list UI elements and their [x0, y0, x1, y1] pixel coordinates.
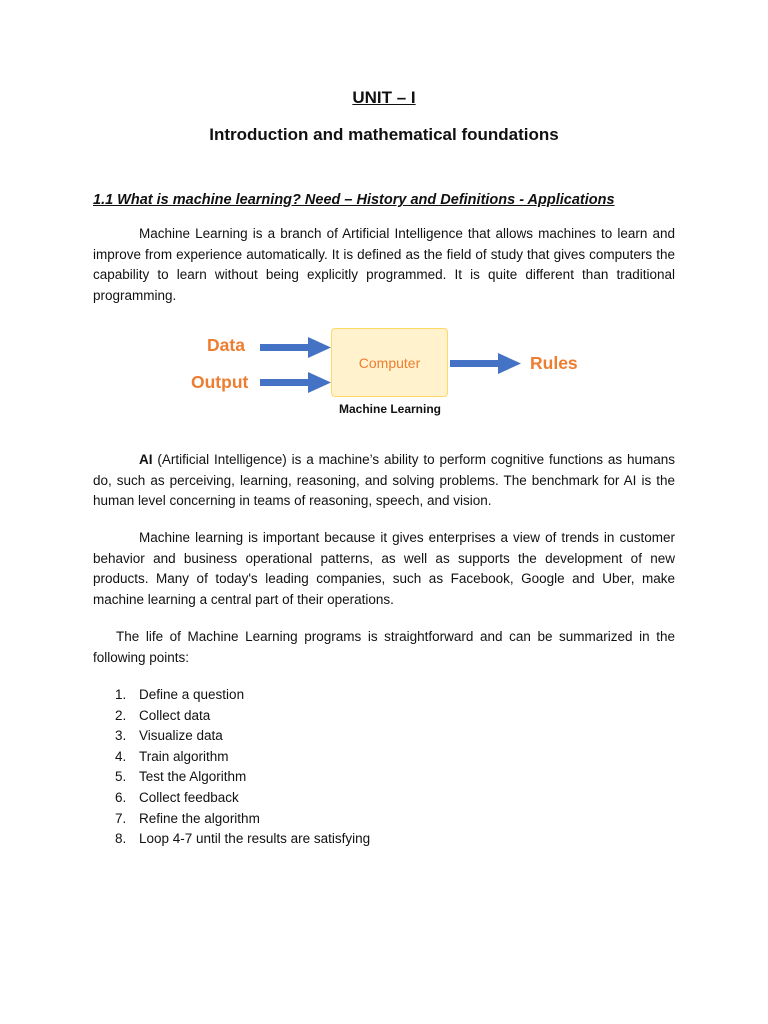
unit-heading: UNIT – I	[352, 88, 416, 107]
ai-description: (Artificial Intelligence) is a machine’s ability to perform cognitive functions as humans do, such as perceiving, learning, reasoning, and solving problems. The benchmark for AI is the human level concerning in teams of reasoning, speech, and vision.	[93, 452, 675, 509]
list-item-number: 4.	[115, 748, 127, 764]
list-item-text: Collect data	[139, 707, 211, 723]
paragraph-lifecycle-intro: The life of Machine Learning programs is straightforward and can be summarized in the following points:	[93, 629, 675, 665]
list-item-number: 7.	[115, 810, 127, 826]
diagram-label-data: Data	[207, 335, 245, 355]
diagram-label-output: Output	[191, 372, 249, 392]
list-item-number: 5.	[115, 769, 127, 785]
list-item	[115, 809, 370, 830]
list-item	[115, 726, 370, 747]
list-item-text: Visualize data	[139, 728, 223, 744]
list-item-number: 1.	[115, 687, 127, 702]
paragraph-ai	[93, 450, 675, 512]
chapter-title: Introduction and mathematical foundations	[209, 125, 559, 144]
lifecycle-steps-list	[115, 685, 370, 850]
list-item-text: Collect feedback	[139, 789, 239, 805]
list-item	[115, 788, 370, 809]
paragraph-ml-definition: Machine Learning is a branch of Artificial Intelligence that allows machines to learn and improve from experience automatically. It is defined as the field of study that gives computers the capability to learn without being explicitly programmed. It is quite different than traditional programming.	[93, 226, 675, 303]
section-heading: 1.1 What is machine learning? Need – History and Definitions - Applications	[93, 192, 615, 208]
list-item	[115, 829, 370, 850]
list-item-text: Loop 4-7 until the results are satisfying	[139, 831, 371, 847]
diagram-label-rules: Rules	[530, 353, 578, 373]
diagram-box-label: Computer	[358, 354, 421, 371]
list-item-number: 2.	[115, 707, 127, 723]
list-item-text: Refine the algorithm	[139, 810, 260, 826]
list-item-number: 8.	[115, 831, 127, 847]
paragraph-importance: Machine learning is important because it gives enterprises a view of trends in customer behavior and business operational patterns, as well as supports the development of new products. Many of today's leading companies, such as Facebook, Google and Uber, make machine learning a central part of their operations.	[93, 530, 675, 607]
ai-term: AI	[139, 452, 153, 467]
ml-diagram	[0, 318, 768, 428]
arrow-output	[260, 372, 331, 393]
diagram-caption: Machine Learning	[338, 402, 442, 416]
diagram-computer-box	[331, 328, 448, 397]
list-item-number: 6.	[115, 789, 127, 805]
list-item-number: 3.	[115, 728, 127, 744]
arrow-rules	[450, 353, 521, 374]
list-item-text: Define a question	[139, 687, 245, 702]
list-item	[115, 706, 370, 727]
list-item	[115, 685, 370, 706]
list-item	[115, 747, 370, 768]
list-item-text: Test the Algorithm	[139, 769, 247, 785]
arrow-data	[260, 337, 331, 358]
list-item-text: Train algorithm	[139, 748, 229, 764]
list-item	[115, 767, 370, 788]
